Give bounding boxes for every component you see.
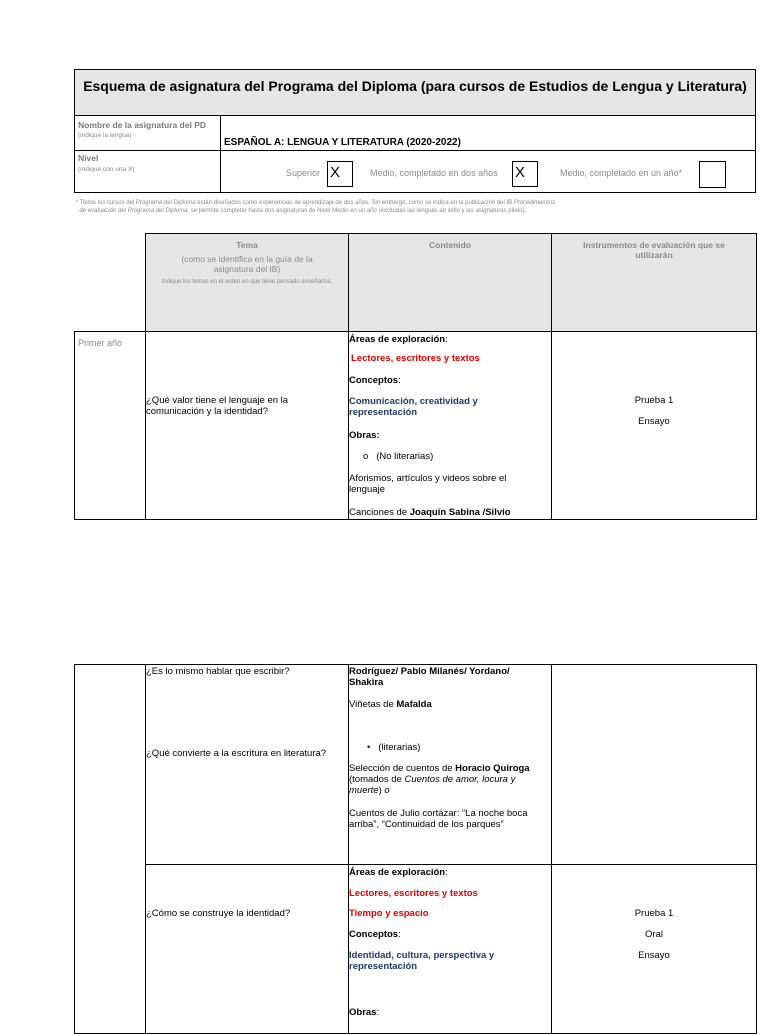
- subject-label: Nombre de la asignatura del PD: [78, 120, 207, 130]
- level-label: Nivel: [78, 153, 99, 163]
- instrumentos-cell: Prueba 1 Ensayo: [551, 331, 757, 520]
- footnote: * Todos los cursos del Programa del Diploma están diseñados como experiencias de aprendizaje de dos años. Sin embargo, como se indica en la publicación del IB Procedimientos de evaluación del Programa del Diploma, se permite completar hasta dos asignaturas de Nivel Medio en un año (excluidas las lenguas ab initio y las asignaturas piloto).: [76, 200, 556, 214]
- contenido-cell: Áreas de exploración: Lectores, escritores y textos Conceptos: Comunicación, creatividad y representación Obras: o (No literarias) Aforismos, artículos y videos sobre el lenguaje Canciones de Joaquín Sabina /Silvio: [348, 331, 552, 520]
- level-option-medio-uno: Medio, completado en un año*: [560, 168, 683, 178]
- level-hint: (indique con una X): [78, 166, 135, 173]
- page-title: Esquema de asignatura del Programa del Diploma (para cursos de Estudios de Lengua y Literatura): [75, 70, 755, 116]
- year-cell-continued: [74, 664, 146, 1034]
- subject-value: ESPAÑOL A: LENGUA Y LITERATURA (2020-2022): [224, 137, 461, 148]
- column-header-tema: Tema (como se identifica en la guía de la asignatura del IB) Indique los temas en el orden en que tiene pensado enseñarlos.: [145, 233, 349, 332]
- level-checkbox-medio-dos[interactable]: X: [512, 161, 538, 187]
- instrumentos-cell-3: Prueba 1 Oral Ensayo: [551, 864, 757, 1034]
- year-cell: Primer año: [74, 331, 146, 520]
- subject-hint: (indique la lengua): [78, 132, 132, 139]
- level-option-superior: Superior: [286, 168, 321, 178]
- level-option-medio-dos: Medio, completado en dos años: [370, 168, 498, 178]
- contenido-cell-3: Áreas de exploración: Lectores, escritores y textos Tiempo y espacio Conceptos: Identidad, cultura, perspectiva y representación Obras:: [348, 864, 552, 1034]
- tema-cell-3: ¿Cómo se construye la identidad?: [145, 864, 349, 1034]
- instrumentos-cell-2: [551, 664, 757, 865]
- tema-cell: ¿Qué valor tiene el lenguaje en la comunicación y la identidad?: [145, 331, 349, 520]
- contenido-cell-2: Rodríguez/ Pablo Milanés/ Yordano/ Shakira Viñetas de Mafalda • (literarias) Selección de cuentos de Horacio Quiroga (tomados de Cuentos de amor, locura y muerte) o Cuentos de Julio cortázar: “La noche boca arriba”, “Continuidad de los parques”: [348, 664, 552, 865]
- column-header-instrumentos: Instrumentos de evaluación que se utilizarán: [551, 233, 757, 332]
- level-checkbox-superior[interactable]: X: [327, 161, 353, 187]
- column-header-contenido: Contenido: [348, 233, 552, 332]
- tema-cell-2: ¿Es lo mismo hablar que escribir? ¿Qué convierte a la escritura en literatura?: [145, 664, 349, 865]
